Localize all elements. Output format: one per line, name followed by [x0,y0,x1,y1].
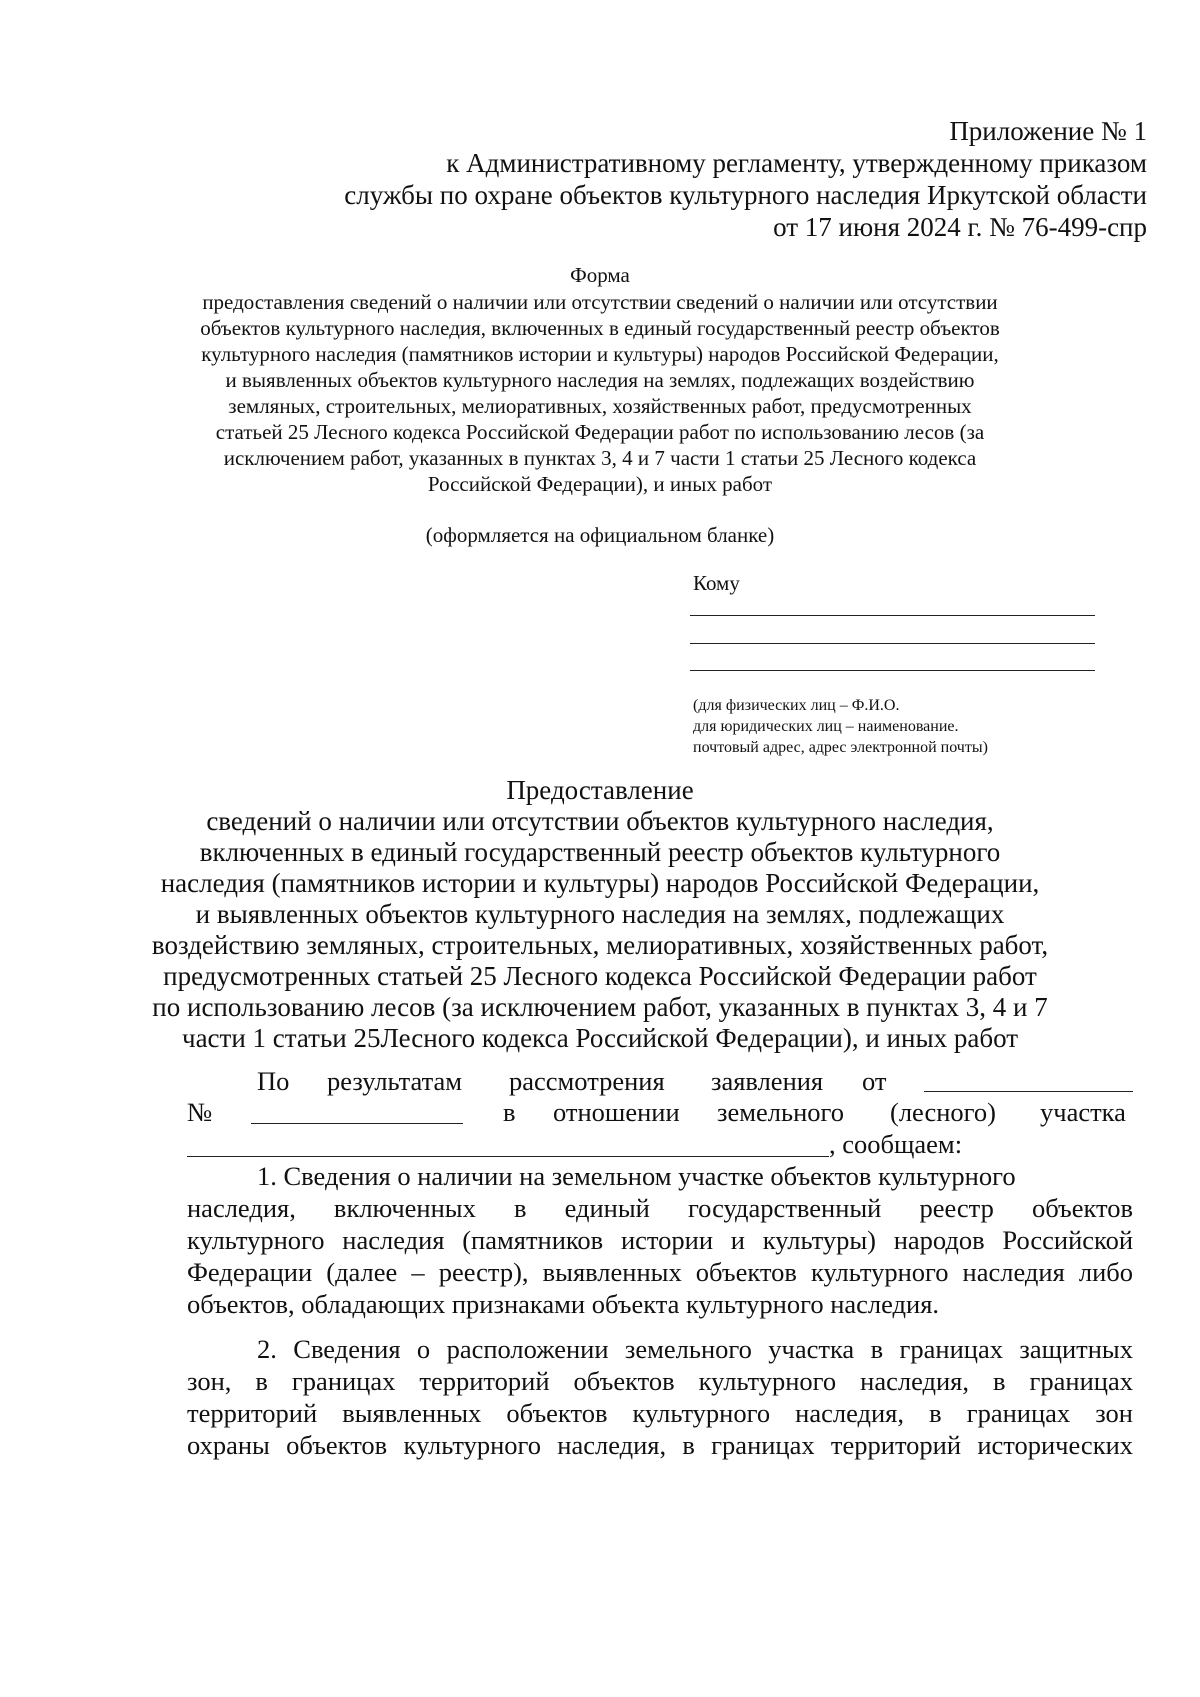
form-description-line: предоставления сведений о наличии или отсутствии сведений о наличии или отсутствии [202,290,998,314]
intro-word: (лесного) [890,1097,996,1127]
intro-word: в [503,1097,516,1127]
item-1-text: 1. Сведения о наличии на земельном участке объектов культурного [257,1161,1016,1191]
form-description-line: земляных, строительных, мелиоративных, хозяйственных работ, предусмотренных [228,394,972,418]
item-1-line: объектов, обладающих признаками объекта культурного наследия. [187,1289,940,1319]
form-description-line: культурного наследия (памятников истории и культуры) народов Российской Федерации, [201,342,999,366]
recipient-note-line: (для физических лиц – Ф.И.О. [693,697,900,714]
form-description-line: и выявленных объектов культурного наследия на землях, подлежащих воздействию [225,368,975,392]
item-2-line: зон, в границах территорий объектов культурного наследия, в границах [187,1366,1133,1396]
application-date-blank[interactable] [924,1091,1133,1092]
main-title: Предоставление [506,775,694,805]
intro-word: По [257,1066,290,1096]
main-title-line: по использованию лесов (за исключением работ, указанных в пунктах 3, 4 и 7 [152,992,1048,1022]
main-title-line: части 1 статьи 25Лесного кодекса Российской Федерации), и иных работ [181,1023,1019,1053]
item-2-line: охраны объектов культурного наследия, в границах территорий исторических [187,1430,1133,1460]
main-title-line: и выявленных объектов культурного наследия на землях, подлежащих [195,899,1005,929]
recipient-blank-line[interactable] [690,615,1095,616]
item-2-line: 2. Сведения о расположении земельного участка в границах защитных [257,1334,1133,1364]
form-description-line: Российской Федерации), и иных работ [427,472,773,496]
item-2-line: территорий выявленных объектов культурного наследия, в границах зон [187,1398,1133,1428]
issuing-authority: службы по охране объектов культурного наследия Иркутской области [344,180,1147,210]
official-blank-note: (оформляется на официальном бланке) [425,523,775,547]
item-1-line: Федерации (далее – реестр), выявленных объектов культурного наследия либо [187,1257,1133,1287]
appendix-number: Приложение № 1 [949,116,1147,146]
recipient-note-line: для юридических лиц – наименование. [693,718,959,735]
regulation-reference: к Административному регламенту, утвержденному приказом [446,148,1147,178]
intro-word: заявления [711,1066,824,1096]
recipient-blank-line[interactable] [690,670,1095,671]
main-title-line: включенных в единый государственный реестр объектов культурного [199,837,1001,867]
main-title-line: наследия (памятников истории и культуры) народов Российской Федерации, [160,868,1040,898]
form-description-line: объектов культурного наследия, включенных в единый государственный реестр объектов [200,316,1000,340]
intro-word: рассмотрения [509,1066,665,1096]
order-date-number: от 17 июня 2024 г. № 76-499-спр [773,212,1147,242]
recipient-label: Кому [693,571,740,595]
number-sign: № [187,1097,213,1127]
intro-tail: , сообщаем: [829,1129,963,1159]
form-title: Форма [570,263,630,287]
item-1-line [257,1161,1133,1192]
form-description-line: исключением работ, указанных в пунктах 3, 4 и 7 части 1 статьи 25 Лесного кодекса [223,446,977,470]
main-title-line: предусмотренных статьей 25 Лесного кодекса Российской Федерации работ [163,961,1037,991]
item-1-line: культурного наследия (памятников истории и культуры) народов Российской [187,1225,1133,1255]
recipient-note-line: почтовый адрес, адрес электронной почты) [693,739,988,756]
item-1-line: наследия, включенных в единый государственный реестр объектов [187,1193,1133,1223]
intro-word: результатам [327,1066,463,1096]
intro-word: земельного [717,1097,844,1127]
main-title-line: сведений о наличии или отсутствии объектов культурного наследия, [206,806,994,836]
intro-word: участка [1040,1097,1126,1127]
land-plot-blank[interactable] [187,1156,829,1157]
intro-word: от [862,1066,887,1096]
intro-word: отношении [553,1097,680,1127]
recipient-blank-line[interactable] [690,643,1095,644]
main-title-line: воздействию земляных, строительных, мелиоративных, хозяйственных работ, [151,930,1049,960]
form-description-line: статьей 25 Лесного кодекса Российской Федерации работ по использованию лесов (за [215,420,985,444]
application-number-blank[interactable] [251,1123,463,1124]
